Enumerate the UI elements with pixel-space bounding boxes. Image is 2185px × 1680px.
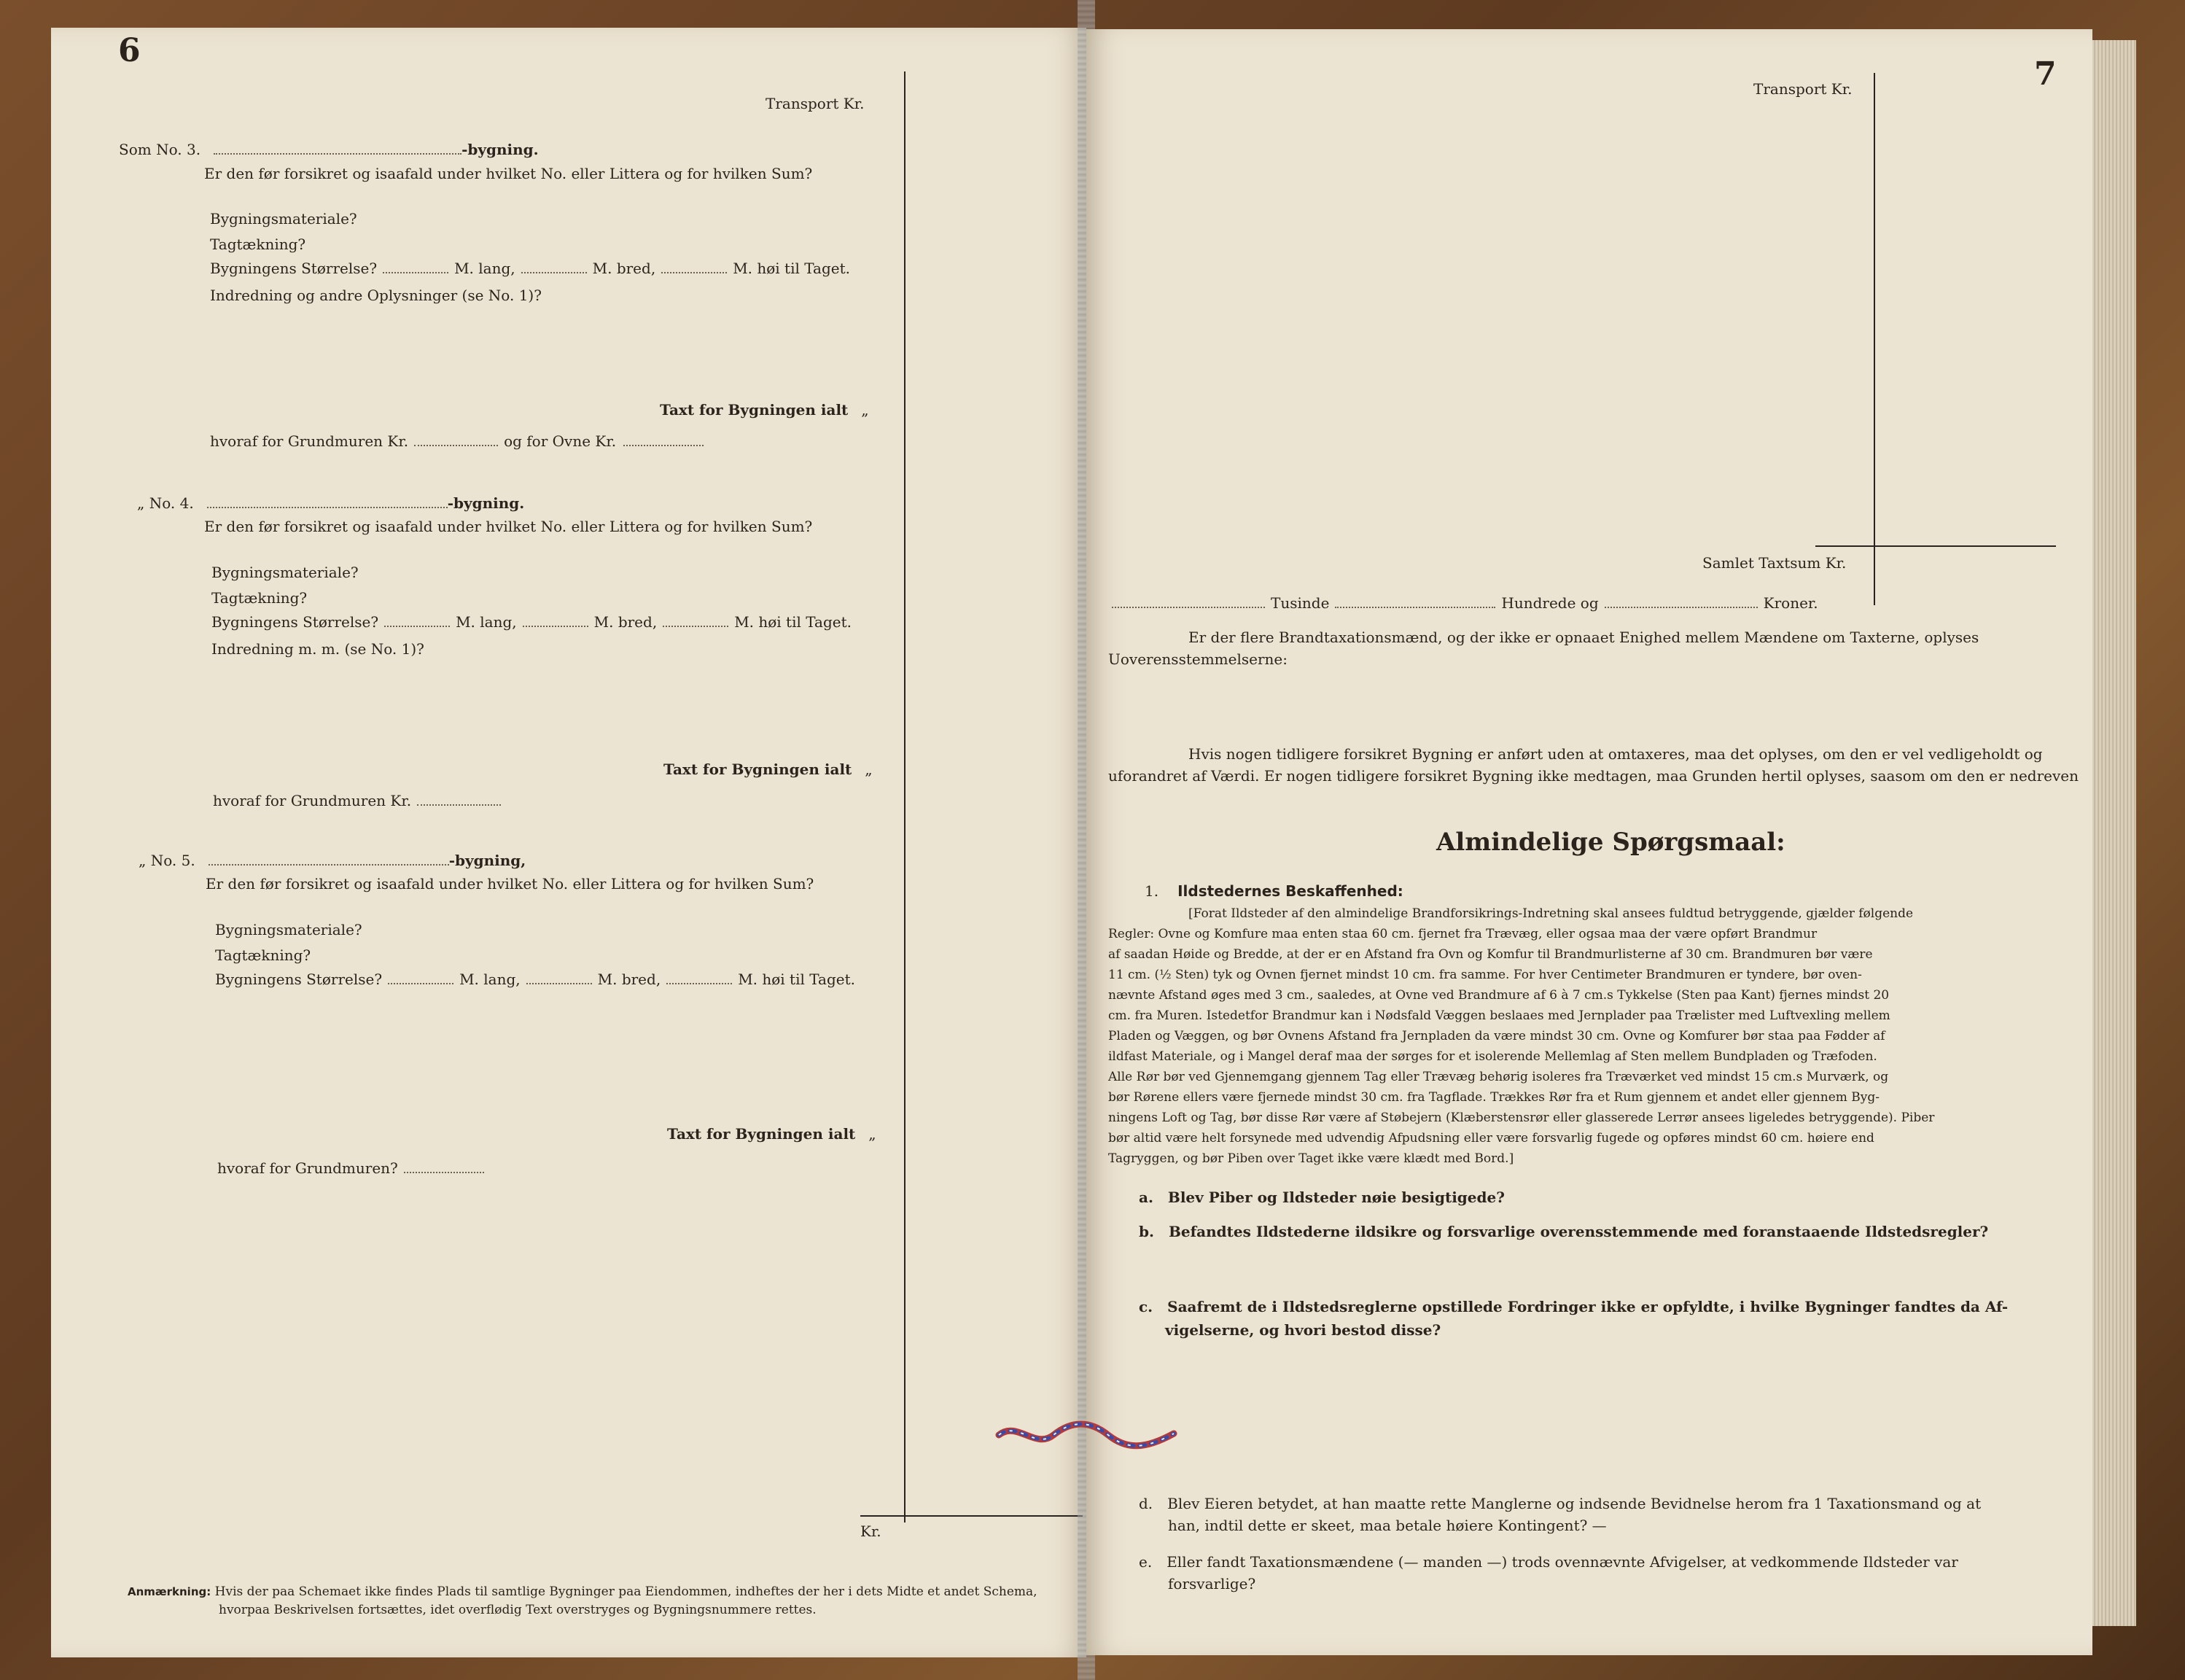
length-unit: M. lang, — [459, 971, 521, 988]
tusinde-label: Tusinde — [1271, 594, 1330, 612]
hvis-line-1: Hvis nogen tidligere forsikret Bygning er anført uden at omtaxeres, maa det oplyses, om den er vel vedligeholdt og — [1188, 745, 2043, 763]
ditto-mark: „ — [861, 401, 869, 419]
taxt-label: Taxt for Bygningen ialt — [667, 1125, 856, 1143]
stoves-field[interactable] — [623, 435, 704, 446]
material-label: Bygningsmateriale? — [211, 564, 359, 581]
height-field[interactable] — [661, 262, 727, 273]
thousands-field[interactable] — [1112, 596, 1265, 608]
flere-line-1: Er der flere Brandtaxationsmænd, og der ikke er opnaaet Enighed mellem Mændene om Taxterne, oplyses — [1188, 629, 1979, 646]
rules-line: 11 cm. (½ Sten) tyk og Ovnen fjernet mindst 10 cm. fra samme. For hver Centimeter Brandmuren er tyndere, bør oven- — [1108, 968, 1862, 982]
qe-label: e. — [1139, 1553, 1153, 1571]
height-unit: M. høi til Taget. — [733, 260, 850, 277]
height-unit: M. høi til Taget. — [734, 613, 852, 631]
roof-label: Tagtækning? — [211, 589, 308, 607]
height-unit: M. høi til Taget. — [738, 971, 855, 988]
binding-string — [995, 1420, 1177, 1450]
question-b: Befandtes Ildstederne ildsikre og forsvarlige overensstemmende med foranstaaende Ildstedsregler? — [1168, 1223, 1989, 1240]
taxt-label: Taxt for Bygningen ialt — [663, 761, 852, 778]
material-label: Bygningsmateriale? — [210, 210, 357, 228]
rules-line: Tagryggen, og bør Piben over Taget ikke være klædt med Bord.] — [1108, 1151, 1514, 1166]
rules-line: bør altid være helt forsynede med udvendig Afpudsning eller være forsvarlig fugede og opføres mindst 60 cm. høiere end — [1108, 1131, 1874, 1146]
foundation-label: hvoraf for Grundmuren Kr. — [213, 792, 412, 809]
kr-line — [860, 1515, 1083, 1517]
rules-line: bør Rørene ellers være fjernede mindst 30 cm. fra Tagflade. Trækkes Rør fra et Rum gjennem et andet eller gjennem Byg- — [1108, 1090, 1880, 1105]
hvis-line-2: uforandret af Værdi. Er nogen tidligere forsikret Bygning ikke medtagen, maa Grunden hertil oplyses, saasom om den er nedreven — [1108, 767, 2079, 785]
question-d-1: Blev Eieren betydet, at han maatte rette Manglerne og indsende Bevidnelse herom fra 1 Taxationsmand og at — [1167, 1495, 1982, 1512]
width-field[interactable] — [526, 973, 592, 984]
rules-line: Pladen og Væggen, og bør Ovnens Afstand fra Jernpladen da være mindst 30 cm. Ovne og Komfurer bør staa paa Fødder af — [1108, 1029, 1885, 1043]
page-number-left: 6 — [118, 32, 141, 69]
question-e-2: forsvarlige? — [1168, 1575, 1256, 1592]
qd-label: d. — [1139, 1495, 1153, 1512]
insured-question: Er den før forsikret og isaafald under hvilket No. eller Littera og for hvilken Sum? — [204, 518, 813, 535]
stoves-label: og for Ovne Kr. — [504, 432, 617, 450]
ditto-mark: „ — [868, 1125, 876, 1143]
transport-label-right: Transport Kr. — [1753, 80, 1853, 98]
foundation-label: hvoraf for Grundmuren Kr. — [210, 432, 409, 450]
bygning-label: -bygning, — [448, 852, 526, 869]
width-unit: M. bred, — [593, 613, 658, 631]
section-prefix: „ No. 5. — [139, 852, 195, 869]
hundreds-field[interactable] — [1335, 596, 1495, 608]
amount-column-line — [904, 71, 905, 1522]
length-unit: M. lang, — [454, 260, 515, 277]
rules-line: nævnte Afstand øges med 3 cm., saaledes, at Ovne ved Brandmure af 6 à 7 cm.s Tykkelse (Sten paa Kant) fjernes mindst 20 — [1108, 988, 1890, 1003]
foundation-field[interactable] — [417, 794, 501, 806]
size-label: Bygningens Størrelse? — [210, 260, 378, 277]
question-a: Blev Piber og Ildsteder nøie besigtigede? — [1167, 1189, 1505, 1206]
total-column-line — [1874, 73, 1875, 605]
q1-title: Ildstedernes Beskaffenhed: — [1177, 882, 1403, 900]
length-field[interactable] — [383, 262, 448, 273]
ditto-mark: „ — [865, 761, 873, 778]
size-label: Bygningens Størrelse? — [211, 613, 379, 631]
rules-line: ningens Loft og Tag, bør disse Rør være af Støbejern (Klæberstensrør eller glasserede Lerrør ansees ligeledes betryggende). Piber — [1108, 1111, 1935, 1125]
note-line-1: Hvis der paa Schemaet ikke findes Plads til samtlige Bygninger paa Eiendommen, indheftes der her i dets Midte et andet Schema, — [214, 1584, 1037, 1599]
note-line-2: hvorpaa Beskrivelsen fortsættes, idet overflødig Text overstryges og Bygningsnummere rettes. — [219, 1603, 817, 1617]
section-prefix: Som No. 3. — [119, 141, 201, 158]
rules-line: [Forat Ildsteder af den almindelige Brandforsikrings-Indretning skal ansees fuldtud betryggende, gjælder følgende — [1188, 906, 1914, 921]
length-field[interactable] — [388, 973, 453, 984]
interior-label: Indredning m. m. (se No. 1)? — [211, 640, 424, 658]
kroner-label: Kroner. — [1763, 594, 1818, 612]
q1-number: 1. — [1145, 882, 1159, 900]
width-unit: M. bred, — [597, 971, 661, 988]
kroner-field[interactable] — [1605, 596, 1758, 608]
insured-question: Er den før forsikret og isaafald under hvilket No. eller Littera og for hvilken Sum? — [204, 165, 813, 182]
interior-label: Indredning og andre Oplysninger (se No. 1)? — [210, 287, 542, 304]
hundrede-label: Hundrede og — [1501, 594, 1599, 612]
size-label: Bygningens Størrelse? — [215, 971, 383, 988]
qc-label: c. — [1139, 1298, 1153, 1315]
rules-line: Alle Rør bør ved Gjennemgang gjennem Tag eller Trævæg behørig isoleres fra Træværket ved mindst 15 cm.s Murværk, og — [1108, 1070, 1889, 1084]
transport-label-left: Transport Kr. — [766, 95, 865, 112]
foundation-field[interactable] — [404, 1162, 484, 1173]
question-d-2: han, indtil dette er skeet, maa betale høiere Kontingent? — — [1168, 1517, 1607, 1534]
foundation-label: hvoraf for Grundmuren? — [217, 1159, 398, 1177]
rules-line: Regler: Ovne og Komfure maa enten staa 60 cm. fjernet fra Trævæg, eller ogsaa maa der være opført Brandmur — [1108, 927, 1818, 941]
section-heading: Almindelige Spørgsmaal: — [1436, 828, 1785, 857]
flere-line-2: Uoverensstemmelserne: — [1108, 650, 1288, 668]
length-field[interactable] — [384, 615, 450, 627]
left-page — [51, 28, 1086, 1657]
total-rule — [1815, 545, 2056, 547]
building-type-field[interactable] — [209, 854, 449, 866]
foundation-field[interactable] — [414, 435, 498, 446]
material-label: Bygningsmateriale? — [215, 921, 362, 938]
building-type-field[interactable] — [214, 143, 461, 155]
height-field[interactable] — [666, 973, 732, 984]
section-prefix: „ No. 4. — [137, 494, 194, 512]
roof-label: Tagtækning? — [215, 946, 311, 964]
rules-line: ildfast Materiale, og i Mangel deraf maa der sørges for et isolerende Mellemlag af Sten mellem Bundpladen og Træfoden. — [1108, 1049, 1877, 1064]
length-unit: M. lang, — [456, 613, 517, 631]
width-field[interactable] — [521, 262, 587, 273]
bygning-label: -bygning. — [447, 494, 525, 512]
roof-label: Tagtækning? — [210, 236, 306, 253]
bygning-label: -bygning. — [461, 141, 539, 158]
qa-label: a. — [1139, 1189, 1153, 1206]
page-edges — [2085, 40, 2136, 1626]
qb-label: b. — [1139, 1223, 1154, 1240]
note-label: Anmærkning: — [128, 1585, 211, 1598]
rules-line: cm. fra Muren. Istedetfor Brandmur kan i Nødsfald Væggen beslaaes med Jernplader paa Trælister med Luftvexling mellem — [1108, 1008, 1890, 1023]
rules-line: af saadan Høide og Bredde, at der er en Afstand fra Ovn og Komfur til Brandmurlisterne af 30 cm. Brandmuren bør være — [1108, 947, 1873, 962]
building-type-field[interactable] — [207, 497, 448, 508]
width-unit: M. bred, — [592, 260, 656, 277]
question-c-2: vigelserne, og hvori bestod disse? — [1165, 1321, 1441, 1339]
question-e-1: Eller fandt Taxationsmændene (— manden —) trods ovennævnte Afvigelser, at vedkommende Ildsteder var — [1166, 1553, 1958, 1571]
insured-question: Er den før forsikret og isaafald under hvilket No. eller Littera og for hvilken Sum? — [206, 875, 814, 892]
height-field[interactable] — [663, 615, 728, 627]
width-field[interactable] — [523, 615, 588, 627]
page-number-right: 7 — [2034, 55, 2057, 93]
right-page — [1086, 29, 2092, 1655]
taxt-label: Taxt for Bygningen ialt — [660, 401, 849, 419]
kr-footer: Kr. — [860, 1522, 881, 1540]
samlet-label: Samlet Taxtsum Kr. — [1702, 554, 1847, 572]
question-c-1: Saafremt de i Ildstedsreglerne opstillede Fordringer ikke er opfyldte, i hvilke Bygninger fandtes da Af- — [1167, 1298, 2009, 1315]
